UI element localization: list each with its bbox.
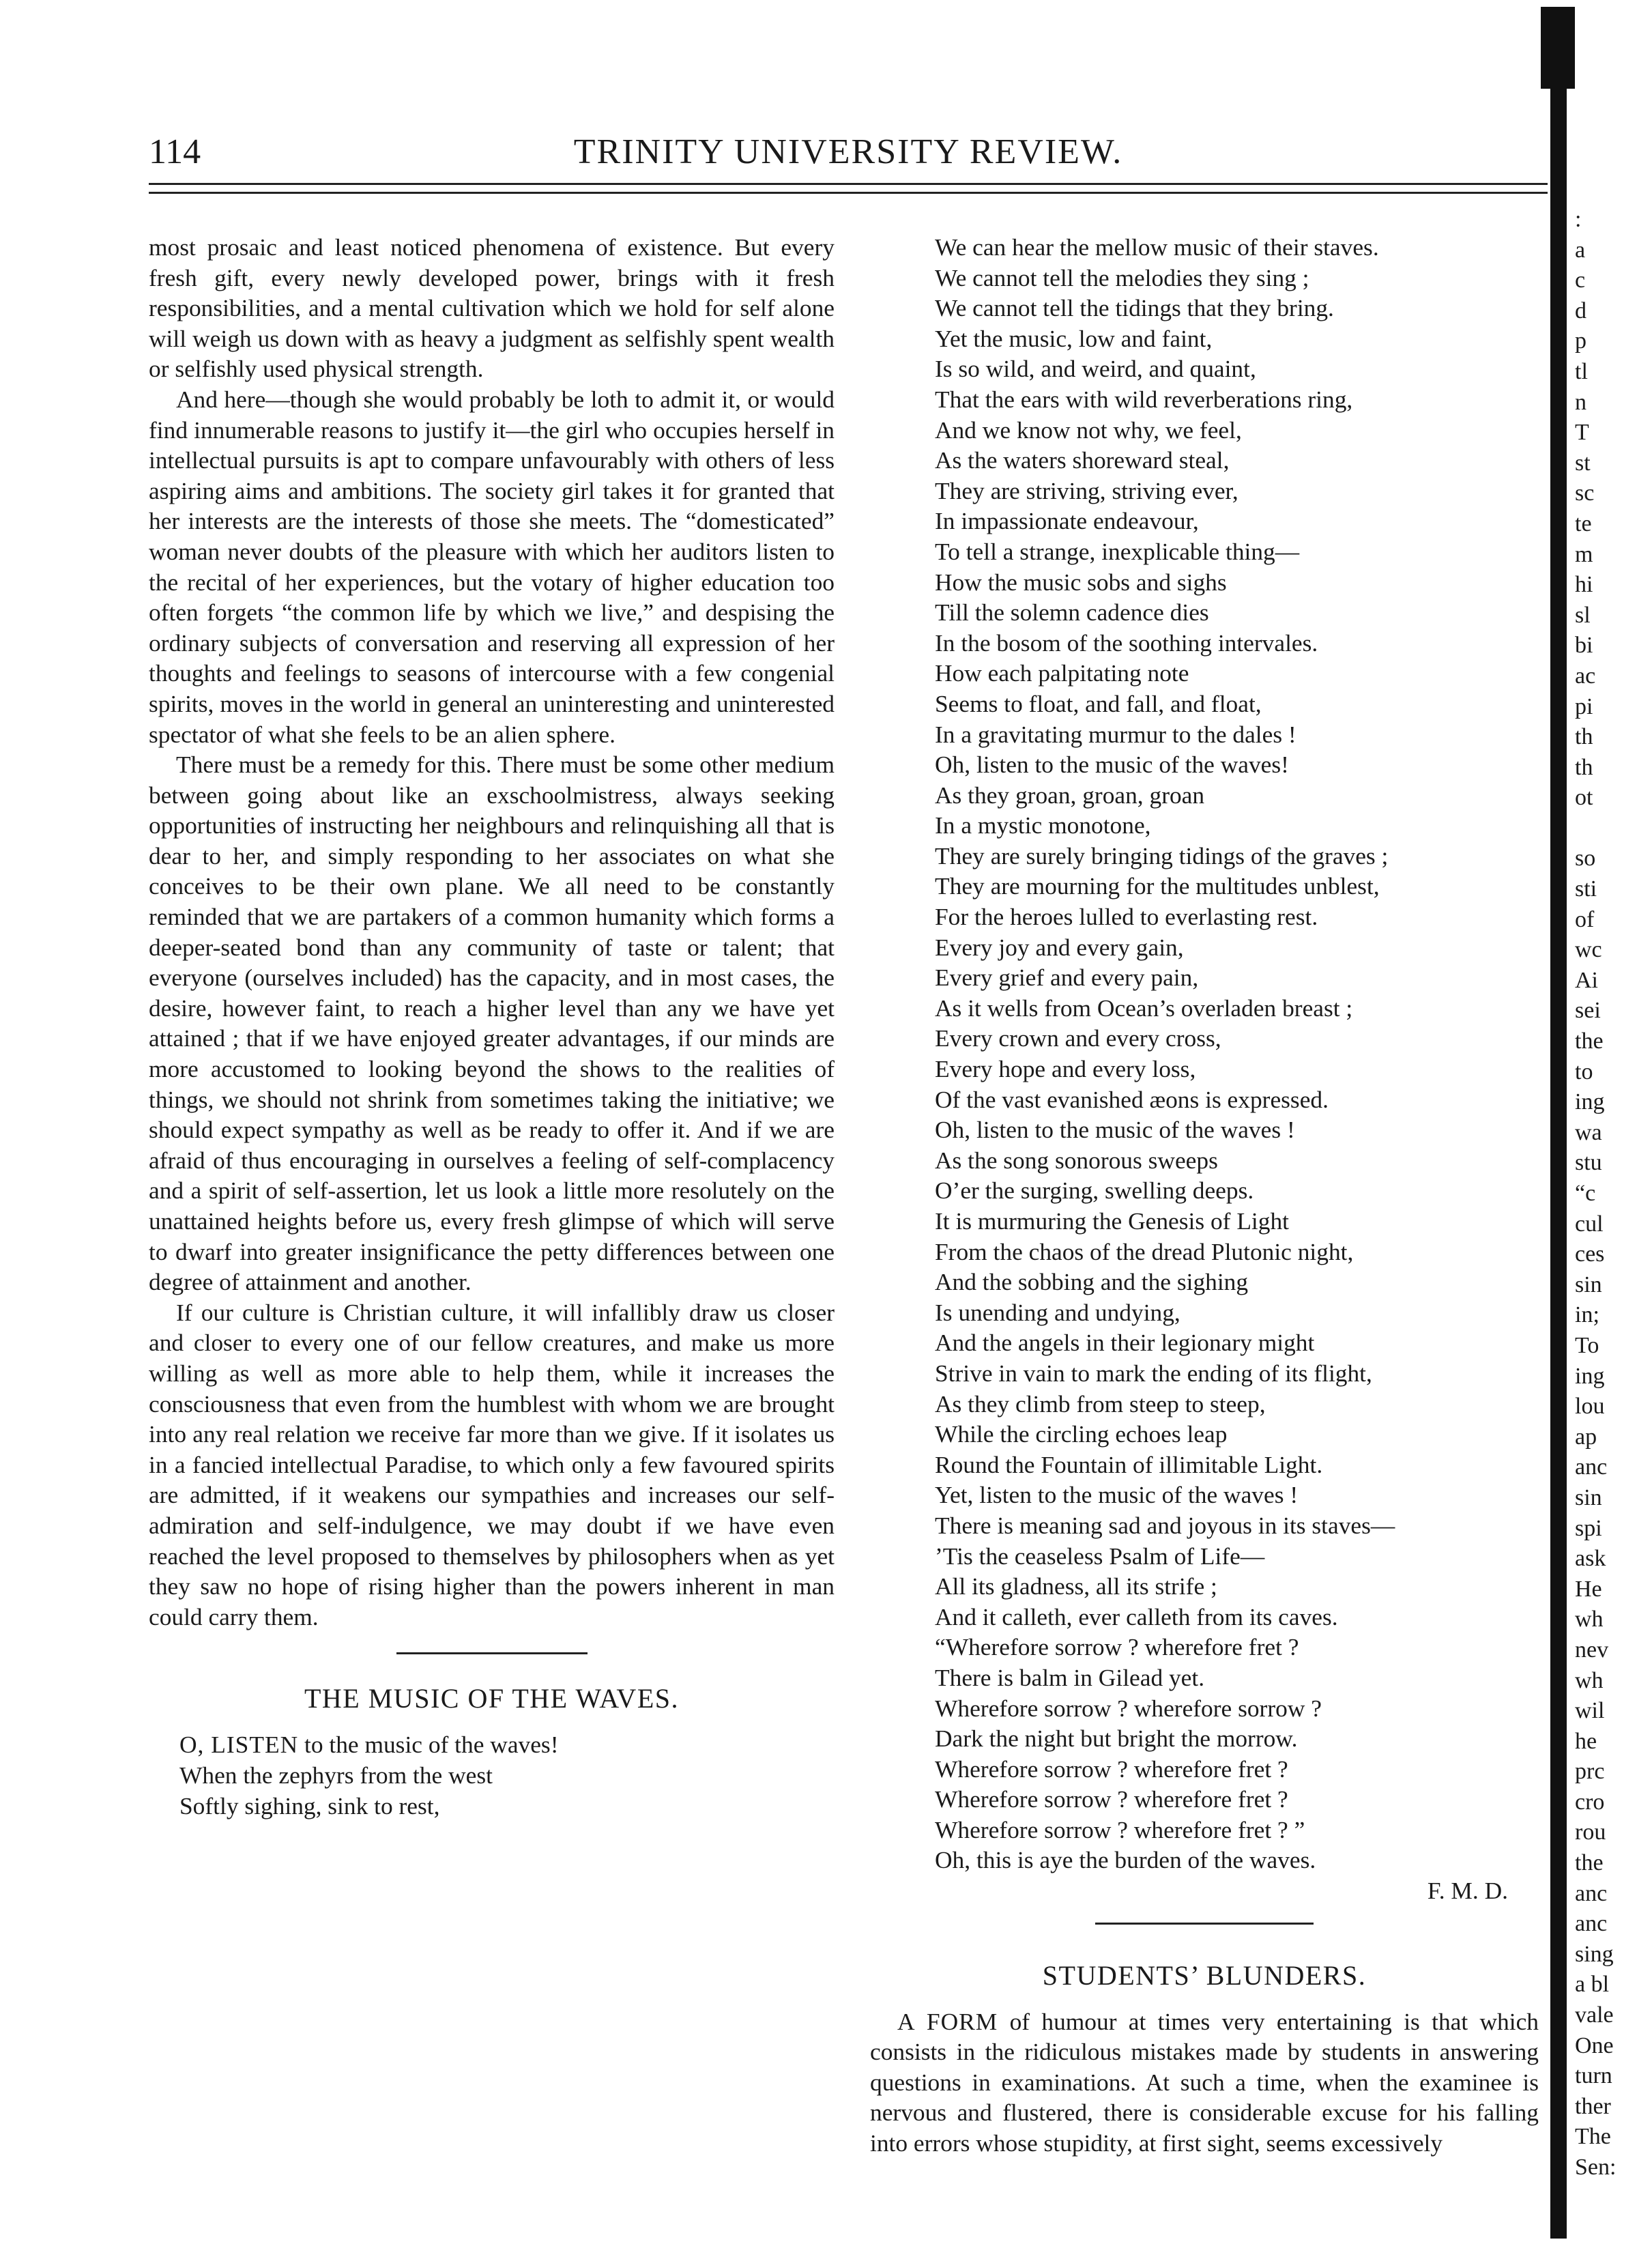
facing-page-fragment: “c: [1575, 1181, 1596, 1206]
paragraph: There must be a remedy for this. There must be some other medium between going about like an exschoolmistress, always seeking opportunities of instructing her neighbours and relinquishing all that is dear to her, and simply responding to her associates on what she conceives to be their own plane. We all need to be constantly reminded that we are partakers of a common humanity which forms a deeper-seated bond than any community of taste or talent; that everyone (ourselves included) has the capacity, and in most cases, the desire, however faint, to reach a higher level than any we have yet attained ; that if we have enjoyed greater advantages, if our minds are more accustomed to looking beyond the shows to the realities of things, we should not shrink from sometimes taking the initiative; we should expect sympathy as well as be ready to offer it. And if we are afraid of thus encouraging in ourselves a feeling of self-complacency and a spirit of self-assertion, let us look a little more resolutely on the unattained heights before us, every fresh glimpse of which will serve to dwarf into greater insignificance the petty differences between one degree of attainment and another.: [149, 751, 835, 1296]
facing-page-fragment: Ai: [1575, 967, 1598, 993]
facing-page-fragment: anc: [1575, 1880, 1608, 1906]
facing-page-fragment: te: [1575, 510, 1592, 536]
poem-line: Wherefore sorrow ? wherefore sorrow ?: [935, 1694, 1322, 1722]
poem-line: How each palpitating note: [935, 659, 1189, 687]
page-number: 114: [149, 132, 201, 171]
facing-page-fragment: T: [1575, 420, 1589, 446]
poem-line: As the waters shoreward steal,: [935, 446, 1230, 474]
poem-line-text: to the music of the waves!: [304, 1731, 559, 1759]
section-title: STUDENTS’ BLUNDERS.: [1042, 1959, 1367, 1991]
poem-line: How the music sobs and sighs: [935, 568, 1227, 596]
facing-page-fragment: ing: [1575, 1089, 1605, 1115]
poem-line: We cannot tell the melodies they sing ;: [935, 263, 1309, 291]
facing-page-fragment: lou: [1575, 1394, 1605, 1420]
poem-signature: F. M. D.: [1427, 1877, 1508, 1905]
poem-line: ’Tis the ceaseless Psalm of Life—: [935, 1542, 1265, 1570]
poem-line: Yet, listen to the music of the waves !: [935, 1481, 1299, 1509]
poem-line: Is so wild, and weird, and quaint,: [935, 355, 1256, 383]
poem-line: They are striving, striving ever,: [935, 476, 1238, 504]
section-divider: [1095, 1923, 1314, 1925]
poem-line: As they climb from steep to steep,: [935, 1390, 1266, 1418]
facing-page-fragment: in;: [1575, 1302, 1599, 1328]
facing-page-fragment: sei: [1575, 998, 1601, 1024]
poem-line: Every grief and every pain,: [935, 964, 1199, 992]
poem-line: Dark the night but bright the morrow.: [935, 1725, 1298, 1753]
poem-line: Seems to float, and fall, and float,: [935, 689, 1262, 717]
facing-page-fragment: [1575, 814, 1650, 844]
poem-line: “Wherefore sorrow ? wherefore fret ?: [935, 1633, 1299, 1661]
essay-body: [149, 232, 835, 1632]
facing-page-fragment: To: [1575, 1332, 1599, 1358]
poem-line: And the angels in their legionary might: [935, 1329, 1315, 1357]
facing-page-fragment: n: [1575, 389, 1586, 415]
facing-page-fragment: spi: [1575, 1515, 1602, 1541]
facing-page-fragment: a: [1575, 237, 1586, 263]
poem-line: It is murmuring the Genesis of Light: [935, 1207, 1289, 1235]
poem-line: Wherefore sorrow ? wherefore fret ?: [935, 1755, 1288, 1783]
poem-line: We cannot tell the tidings that they bring.: [935, 294, 1334, 322]
poem-line: All its gladness, all its strife ;: [935, 1572, 1217, 1600]
right-column: [870, 232, 1539, 2159]
poem-line: In a mystic monotone,: [935, 811, 1151, 839]
poem-line: Yet the music, low and faint,: [935, 324, 1213, 352]
facing-page-fragment: sin: [1575, 1484, 1602, 1510]
poem-line: And it calleth, ever calleth from its caves.: [935, 1602, 1338, 1630]
facing-page-fragment: anc: [1575, 1454, 1608, 1480]
facing-page-fragment: bi: [1575, 633, 1593, 659]
facing-page-fragments: [1575, 205, 1650, 2183]
paragraph: [870, 2006, 1539, 2159]
facing-page-fragment: vale: [1575, 2002, 1614, 2028]
poem-line: Till the solemn cadence dies: [935, 599, 1209, 627]
facing-page-fragment: ther: [1575, 2093, 1611, 2119]
facing-page-fragment: p: [1575, 328, 1586, 354]
poem-line: Every joy and every gain,: [935, 933, 1184, 961]
poem-line: And we know not why, we feel,: [935, 416, 1242, 444]
facing-page-fragment: ap: [1575, 1424, 1597, 1450]
poem-line: As they groan, groan, groan: [935, 781, 1205, 809]
facing-page-fragment: m: [1575, 541, 1593, 567]
facing-page-fragment: wh: [1575, 1667, 1604, 1693]
poem-line: For the heroes lulled to everlasting rest.: [935, 903, 1318, 931]
poem-line: Softly sighing, sink to rest,: [179, 1792, 440, 1819]
poem-opening: [149, 1729, 835, 1821]
facing-page-fragment: The: [1575, 2124, 1611, 2150]
facing-page-fragment: Sen:: [1575, 2155, 1617, 2180]
poem-line: They are mourning for the multitudes unblest,: [935, 872, 1380, 900]
facing-page-fragment: stu: [1575, 1150, 1602, 1176]
poem-line: [149, 1729, 835, 1760]
facing-page-fragment: sin: [1575, 1271, 1602, 1297]
lead-words: A FORM: [897, 2007, 998, 2035]
poem-line: To tell a strange, inexplicable thing—: [935, 537, 1300, 565]
facing-page-fragment: nev: [1575, 1637, 1609, 1663]
facing-page-fragment: of: [1575, 906, 1595, 932]
facing-page-fragment: th: [1575, 754, 1593, 780]
poem-line: From the chaos of the dread Plutonic night,: [935, 1237, 1354, 1265]
facing-page-fragment: :: [1575, 207, 1582, 232]
facing-page-fragment: the: [1575, 1028, 1604, 1054]
poem-line: Round the Fountain of illimitable Light.: [935, 1450, 1323, 1478]
poem-continuation: [870, 232, 1539, 1875]
page-header: [149, 128, 1548, 176]
facing-page-fragment: cul: [1575, 1211, 1604, 1237]
poem-line: In impassionate endeavour,: [935, 507, 1199, 535]
poem-line: There is meaning sad and joyous in its staves—: [935, 1511, 1395, 1539]
poem-line: As the song sonorous sweeps: [935, 1146, 1218, 1174]
facing-page-fragment: so: [1575, 846, 1596, 872]
facing-page-fragment: sing: [1575, 1941, 1614, 1967]
facing-page-fragment: ot: [1575, 785, 1593, 811]
facing-page-fragment: he: [1575, 1728, 1597, 1754]
facing-page-fragment: He: [1575, 1576, 1602, 1602]
facing-page-fragment: sc: [1575, 480, 1595, 506]
poem-line: Every crown and every cross,: [935, 1024, 1221, 1052]
facing-page-fragment: ac: [1575, 663, 1596, 689]
facing-page-fragment: th: [1575, 724, 1593, 750]
facing-page-fragment: sl: [1575, 602, 1591, 628]
paragraph: most prosaic and least noticed phenomena of existence. But every fresh gift, every newly developed power, brings with it fresh responsibilities, and a mental cultivation which we hold for self alone will weigh us down with as heavy a judgment as selfishly spent wealth or selfishly used physical strength.: [149, 233, 835, 383]
poem-line: There is balm in Gilead yet.: [935, 1663, 1205, 1691]
poem-line: Every hope and every loss,: [935, 1055, 1196, 1083]
facing-page-fragment: c: [1575, 268, 1586, 293]
facing-page-fragment: st: [1575, 450, 1591, 476]
left-column: [149, 232, 835, 1821]
poem-line: Of the vast evanished æons is expressed.: [935, 1085, 1329, 1113]
facing-page-fragment: sti: [1575, 876, 1597, 902]
facing-page-fragment: wa: [1575, 1119, 1602, 1145]
poem-line: Oh, this is aye the burden of the waves.: [935, 1846, 1316, 1874]
facing-page-fragment: hi: [1575, 572, 1593, 598]
paragraph: If our culture is Christian culture, it will infallibly draw us closer and closer to every one of our fellow creatures, and make us more willing as well as more able to help them, while it increases the consciousness that even from the humblest with whom we are brought into any real relation we receive far more than we give. If it isolates us in a fancied intellectual Paradise, to which only a few favoured spirits are admitted, if it weakens our sympathies and increases our self-admiration and self-indulgence, we may doubt if we have even reached the level proposed to themselves by philosophers when as yet they saw no hope of rising higher than the powers inherent in man could carry them.: [149, 1298, 835, 1630]
poem-line: Is unending and undying,: [935, 1298, 1180, 1326]
paragraph-text: of humour at times very entertaining is that which consists in the ridiculous mistakes made by students in answering questions in examinations. At such a time, when the examinee is nervous and flustered, there is considerable excuse for his falling into errors whose stupidity, at first sight, seems excessively: [870, 2007, 1539, 2157]
facing-page-fragment: cro: [1575, 1789, 1605, 1815]
poem-title: THE MUSIC OF THE WAVES.: [304, 1683, 679, 1714]
facing-page-fragment: tl: [1575, 358, 1588, 384]
poem-line: Oh, listen to the music of the waves!: [935, 751, 1289, 779]
facing-page-fragment: wil: [1575, 1698, 1605, 1724]
poem-line: As it wells from Ocean’s overladen breast ;: [935, 994, 1353, 1022]
facing-page-fragment: anc: [1575, 1911, 1608, 1937]
poem-line: Oh, listen to the music of the waves !: [935, 1116, 1295, 1144]
poem-line: That the ears with wild reverberations ring,: [935, 385, 1353, 413]
facing-page-fragment: a bl: [1575, 1972, 1610, 1998]
poem-line: When the zephyrs from the west: [179, 1761, 493, 1789]
poem-line: In a gravitating murmur to the dales !: [935, 720, 1296, 748]
poem-line: In the bosom of the soothing intervales.: [935, 629, 1318, 657]
facing-page-fragment: wh: [1575, 1607, 1604, 1632]
poem-line: O’er the surging, swelling deeps.: [935, 1177, 1254, 1205]
poem-line: We can hear the mellow music of their staves.: [935, 233, 1379, 261]
facing-page-fragment: wc: [1575, 937, 1602, 963]
paragraph: And here—though she would probably be loth to admit it, or would find innumerable reasons to justify it—the girl who occupies herself in intellectual pursuits is apt to compare unfavourably with others of less aspiring aims and ambitions. The society girl takes it for granted that her interests are the interests of those she meets. The “domesticated” woman never doubts of the pleasure with which her auditors listen to the recital of her experiences, but the votary of higher education too often forgets “the common life by which we live,” and despising the ordinary subjects of conversation and reserving all expression of her thoughts and feelings to seasons of intercourse with a few congenial spirits, moves in the world in general an uninteresting and uninterested spectator of what she feels to be an alien sphere.: [149, 385, 835, 748]
facing-page-fragment: turn: [1575, 2063, 1612, 2089]
poem-line: Strive in vain to mark the ending of its flight,: [935, 1359, 1372, 1387]
section-divider: [396, 1652, 588, 1654]
running-title: TRINITY UNIVERSITY REVIEW.: [573, 132, 1123, 171]
facing-page-fragment: prc: [1575, 1759, 1605, 1785]
facing-page-fragment: pi: [1575, 693, 1593, 719]
header-double-rule: [149, 183, 1548, 194]
facing-page-fragment: One: [1575, 2032, 1614, 2058]
binding-edge: [1550, 7, 1567, 2239]
facing-page-fragment: d: [1575, 298, 1586, 323]
poem-line: And the sobbing and the sighing: [935, 1268, 1249, 1296]
poem-first-word: O, LISTEN: [179, 1731, 299, 1759]
facing-page-fragment: ing: [1575, 1363, 1605, 1389]
facing-page-fragment: the: [1575, 1850, 1604, 1876]
poem-line: Wherefore sorrow ? wherefore fret ?: [935, 1785, 1288, 1813]
facing-page-fragment: to: [1575, 1059, 1593, 1084]
article-body: [870, 2006, 1539, 2159]
poem-line: They are surely bringing tidings of the graves ;: [935, 842, 1389, 869]
poem-line: Wherefore sorrow ? wherefore fret ? ”: [935, 1815, 1305, 1843]
facing-page-fragment: ask: [1575, 1546, 1606, 1572]
facing-page-fragment: ces: [1575, 1241, 1605, 1267]
poem-line: While the circling echoes leap: [935, 1420, 1228, 1448]
facing-page-fragment: rou: [1575, 1819, 1606, 1845]
